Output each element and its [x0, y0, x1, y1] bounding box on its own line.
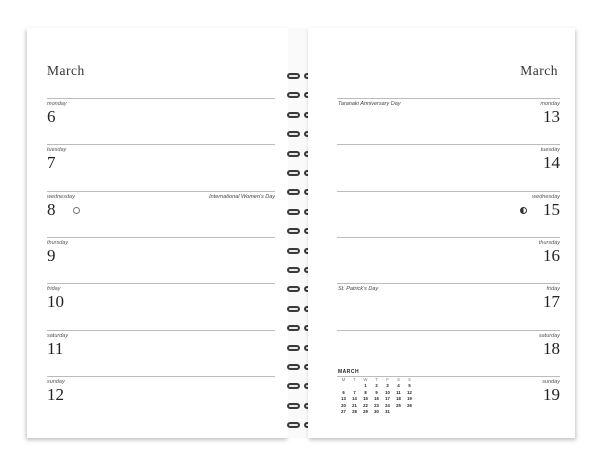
day-row[interactable] [47, 98, 275, 145]
ring-left-loop [287, 189, 300, 195]
mini-calendar-week-row [338, 409, 415, 416]
day-number: 16 [543, 245, 560, 265]
mini-calendar-weekday: S [397, 376, 400, 382]
mini-calendar-weekday: W [363, 376, 368, 382]
ring-left-loop [287, 131, 300, 137]
day-name-label: sunday [47, 378, 65, 385]
ring-left-loop [287, 267, 300, 273]
day-number: 13 [543, 107, 560, 126]
mini-calendar-weekday: T [353, 376, 356, 382]
day-number: 9 [47, 245, 56, 265]
day-name-label: wednesday [47, 193, 75, 200]
mini-calendar-date [393, 409, 404, 416]
mini-calendar-date: 11 [396, 389, 401, 395]
mini-calendar-weekday: T [375, 376, 378, 382]
mini-calendar-date: 3 [386, 383, 389, 389]
mini-calendar-date: 6 [342, 389, 345, 395]
day-number: 17 [543, 292, 560, 312]
holiday-note: Taranaki Anniversary Day [338, 101, 401, 107]
right-month-title: March [520, 63, 558, 78]
day-number: 12 [47, 384, 64, 404]
day-number: 7 [47, 153, 56, 173]
left-month-title: March [47, 63, 85, 78]
right-page [308, 28, 575, 438]
mini-calendar-date: 20 [341, 402, 346, 408]
ring-left-loop [287, 248, 300, 254]
ring-left-loop [287, 170, 300, 176]
mini-calendar-date: 18 [396, 396, 401, 402]
mini-calendar-title: MARCH [338, 369, 360, 375]
day-name-label: tuesday [540, 147, 560, 154]
mini-calendar-date [404, 409, 415, 416]
mini-calendar-date: 29 [363, 409, 368, 415]
day-name-label: tuesday [47, 147, 67, 154]
day-row[interactable] [337, 144, 560, 191]
mini-calendar-date: 21 [352, 402, 357, 408]
day-row[interactable] [47, 283, 275, 330]
mini-calendar-date: 27 [341, 409, 346, 415]
mini-calendar-grid [338, 376, 415, 415]
day-name-label: saturday [538, 332, 560, 339]
day-name-label: thursday [47, 239, 69, 246]
day-row[interactable] [337, 283, 560, 330]
day-number: 14 [543, 153, 560, 173]
mini-calendar-date: 10 [385, 389, 390, 395]
day-name-label: wednesday [532, 193, 560, 200]
mini-calendar-date: 5 [408, 383, 411, 389]
ring-left-loop [287, 345, 300, 351]
ring-left-loop [287, 325, 300, 331]
mini-calendar [338, 369, 418, 415]
day-row[interactable] [47, 237, 275, 284]
day-number: 8 [47, 199, 56, 219]
day-number: 10 [47, 292, 64, 312]
last-quarter-moon-icon [520, 207, 527, 214]
mini-calendar-date: 7 [353, 389, 356, 395]
mini-calendar-date: 12 [407, 389, 412, 395]
ring-left-loop [287, 73, 300, 79]
full-moon-icon [73, 207, 80, 214]
holiday-note: International Women's Day [209, 193, 275, 200]
ring-left-loop [287, 422, 300, 428]
mini-calendar-date: 9 [375, 389, 378, 395]
day-row[interactable] [337, 237, 560, 284]
day-row[interactable] [47, 330, 275, 377]
day-name-label: friday [47, 286, 61, 293]
mini-calendar-date: 16 [374, 396, 379, 402]
mini-calendar-date: 14 [352, 396, 357, 402]
ring-left-loop [287, 383, 300, 389]
mini-calendar-date: 22 [363, 402, 368, 408]
ring-left-loop [287, 228, 300, 234]
mini-calendar-date: 1 [364, 383, 367, 389]
mini-calendar-date: 17 [385, 396, 390, 402]
ring-left-loop [287, 209, 300, 215]
mini-calendar-date: 30 [374, 409, 379, 415]
mini-calendar-date: 8 [364, 389, 367, 395]
mini-calendar-weekday: M [341, 376, 346, 382]
mini-calendar-weekday: F [386, 376, 389, 382]
day-number: 11 [47, 338, 64, 358]
day-name-label: monday [47, 101, 67, 107]
mini-calendar-date: 2 [375, 383, 378, 389]
day-number: 19 [543, 384, 560, 404]
day-number: 15 [543, 199, 560, 219]
mini-calendar-date: 15 [363, 396, 368, 402]
ring-left-loop [287, 92, 300, 98]
day-number: 6 [47, 107, 56, 126]
mini-calendar-date: 31 [385, 409, 390, 415]
day-row[interactable] [47, 144, 275, 191]
day-number: 18 [543, 338, 560, 358]
holiday-note: St. Patrick's Day [338, 286, 379, 293]
ring-left-loop [287, 364, 300, 370]
day-name-label: friday [546, 286, 560, 293]
mini-calendar-weekday: S [408, 376, 411, 382]
day-name-label: saturday [47, 332, 69, 339]
mini-calendar-date: 19 [407, 396, 412, 402]
mini-calendar-date: 26 [407, 402, 412, 408]
day-name-label: sunday [542, 378, 560, 385]
mini-calendar-date: 24 [385, 402, 390, 408]
day-name-label: monday [540, 101, 560, 107]
ring-left-loop [287, 151, 300, 157]
mini-calendar-date: 13 [341, 396, 346, 402]
mini-calendar-date: 4 [397, 383, 400, 389]
left-page [27, 28, 288, 438]
day-name-label: thursday [538, 239, 560, 246]
day-row[interactable] [337, 98, 560, 145]
mini-calendar-date: 25 [396, 402, 401, 408]
day-row[interactable] [337, 191, 560, 238]
ring-left-loop [287, 306, 300, 312]
day-row[interactable] [47, 376, 275, 423]
mini-calendar-date: 28 [352, 409, 357, 415]
mini-calendar-date: 23 [374, 402, 379, 408]
ring-left-loop [287, 286, 300, 292]
ring-left-loop [287, 403, 300, 409]
day-row[interactable] [47, 191, 275, 238]
ring-left-loop [287, 112, 300, 118]
